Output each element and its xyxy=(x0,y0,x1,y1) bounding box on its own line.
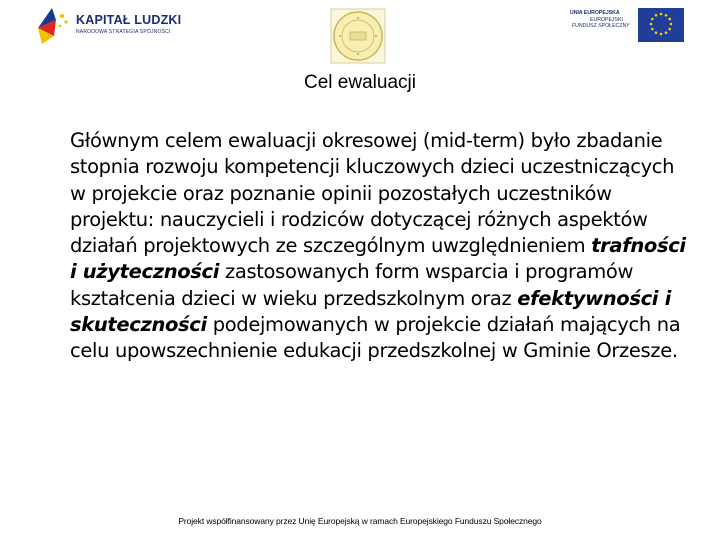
eu-logo xyxy=(568,8,686,44)
page-title: Cel ewaluacji xyxy=(304,72,416,93)
body-emphasis-1: trafności i użyteczności xyxy=(70,234,686,284)
kapital-ludzki-sub: NARODOWA STRATEGIA SPÓJNOŚCI xyxy=(76,29,171,35)
kapital-ludzki-emblem-icon xyxy=(36,6,70,46)
footer-note: Projekt współfinansowany przez Unię Europejską w ramach Europejskiego Funduszu Społecznego xyxy=(178,516,542,526)
kapital-ludzki-name: KAPITAŁ LUDZKI xyxy=(76,13,182,27)
eu-logo-line2: EUROPEJSKI xyxy=(590,17,623,23)
eu-flag-icon xyxy=(638,8,684,42)
body-segment-1: Głównym celem ewaluacji okresowej (mid-term) było zbadanie stopnia rozwoju kompetencji kluczowych dzieci uczestniczących w projekcie oraz poznanie opinii pozostałych uczestników projektu: nauczycieli i rodziców dotyczącej różnych aspektów działań projektowych ze szczególnym uwzględnieniem xyxy=(70,129,675,258)
eu-logo-line1: UNIA EUROPEJSKA xyxy=(570,10,620,16)
logo-bar xyxy=(0,0,720,60)
kapital-ludzki-logo xyxy=(36,4,186,48)
body-segment-3: podejmowanych w projekcie działań mających na celu upowszechnienie edukacji przedszkolnej w Gminie Orzesze. xyxy=(70,313,681,363)
eu-logo-line3: FUNDUSZ SPOŁECZNY xyxy=(572,23,630,29)
body-emphasis-2: efektywności i skuteczności xyxy=(70,286,671,337)
body-segment-2: zastosowanych form wsparcia i programów kształcenia dzieci w wieku przedszkolnym oraz xyxy=(70,260,634,310)
body-paragraph xyxy=(70,128,690,365)
seal-logo xyxy=(330,8,386,64)
